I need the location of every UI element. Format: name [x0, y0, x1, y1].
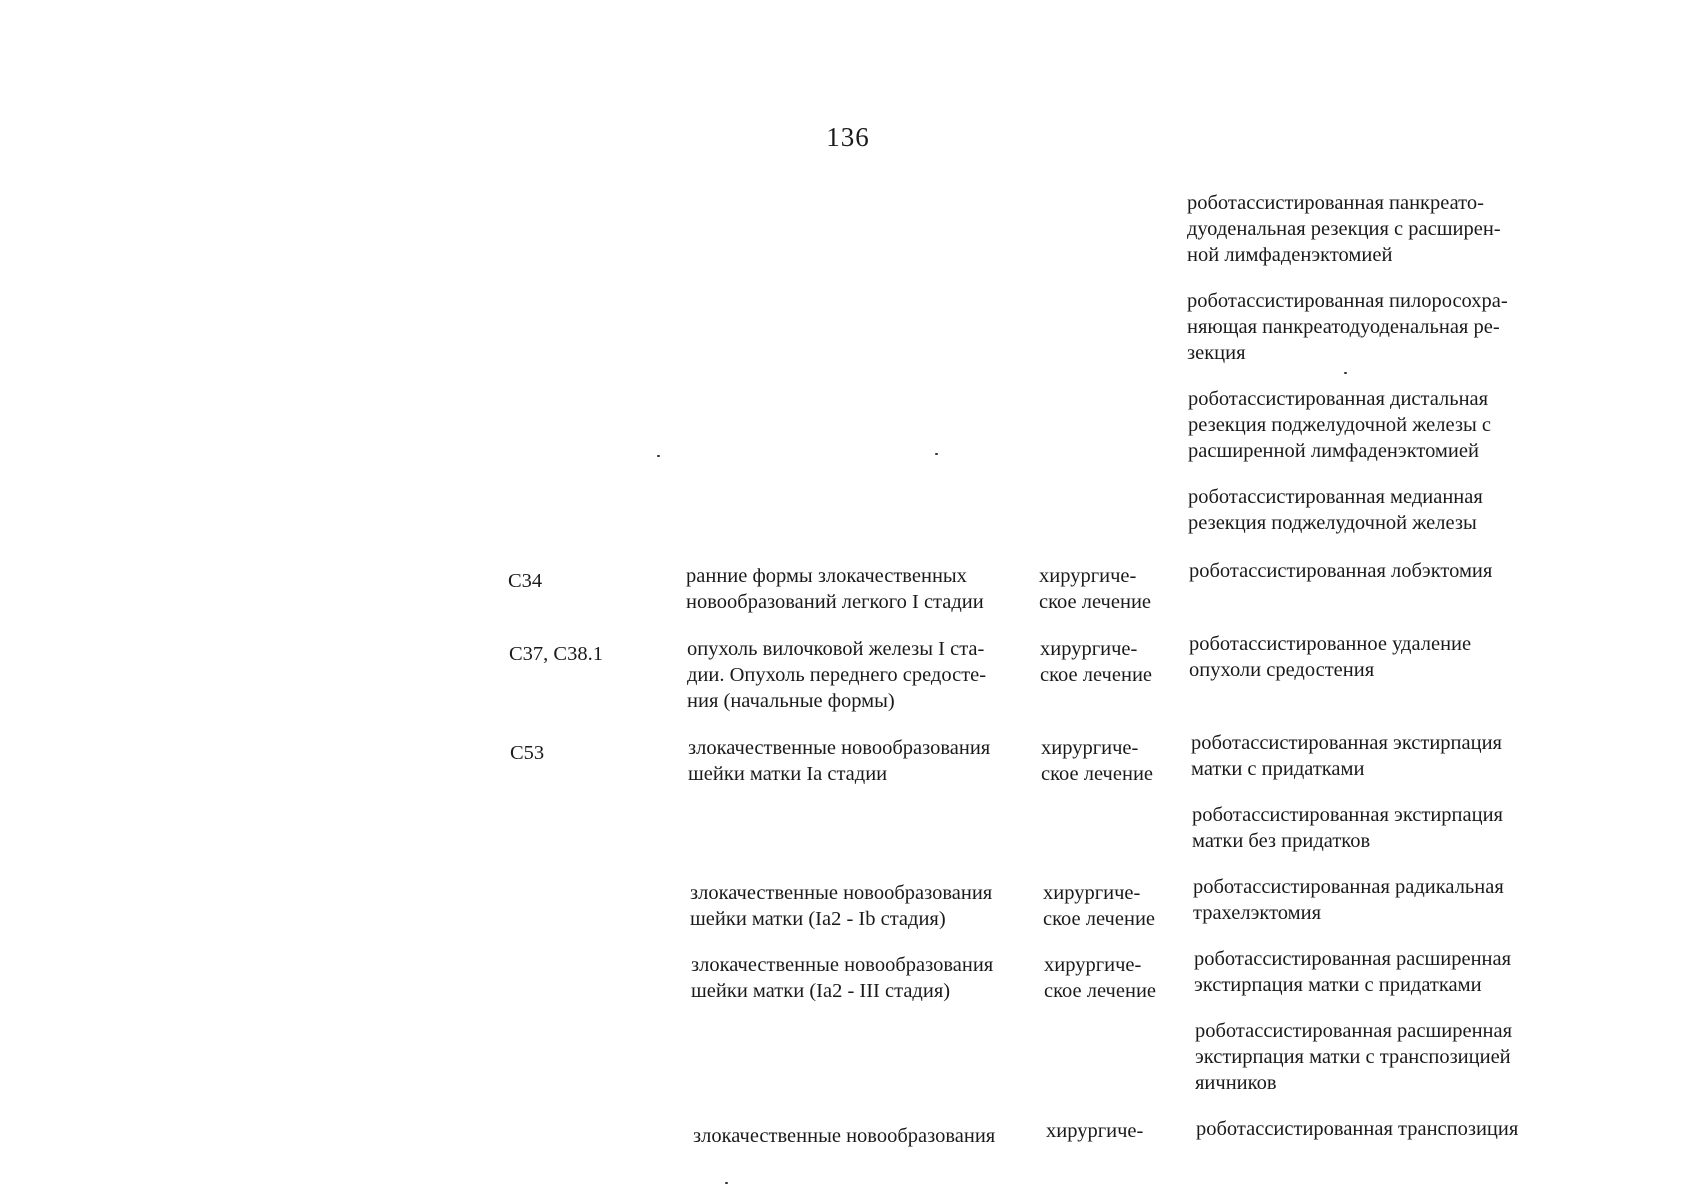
treatment-cell: хирургиче- ское лечение — [1044, 954, 1157, 1002]
method-cell: роботассистированная панкреато- дуоденальная резекция с расширен- ной лимфаденэктомией — [1187, 192, 1501, 266]
treatment-cell: хирургиче- ское лечение — [1041, 737, 1154, 785]
treatment-cell: хирургиче- ское лечение — [1043, 882, 1156, 930]
code-cell: C53 — [510, 742, 545, 764]
method-cell: роботассистированное удаление опухоли средостения — [1189, 633, 1472, 681]
code-cell: C37, C38.1 — [509, 643, 603, 665]
scan-speck — [657, 455, 660, 457]
method-cell: роботассистированная расширенная экстирпация матки с придатками — [1194, 948, 1512, 996]
scan-speck — [935, 453, 938, 455]
diagnosis-cell: злокачественные новообразования — [693, 1125, 996, 1147]
scan-speck — [725, 1182, 728, 1184]
diagnosis-cell: злокачественные новообразования шейки матки (Ia2 - Ib стадия) — [690, 882, 993, 930]
treatment-cell: хирургиче- — [1046, 1120, 1144, 1142]
method-cell: роботассистированная радикальная трахелэктомия — [1193, 876, 1504, 924]
treatment-cell: хирургиче- ское лечение — [1040, 638, 1153, 686]
diagnosis-cell: опухоль вилочковой железы I ста- дии. Опухоль переднего средосте- ния (начальные формы) — [687, 638, 987, 712]
method-cell: роботассистированная лобэктомия — [1189, 560, 1493, 582]
scan-speck — [1344, 372, 1347, 374]
diagnosis-cell: ранние формы злокачественных новообразований легкого I стадии — [686, 565, 984, 613]
method-cell: роботассистированная медианная резекция поджелудочной железы — [1188, 486, 1483, 534]
method-cell: роботассистированная экстирпация матки с придатками — [1191, 732, 1502, 780]
method-cell: роботассистированная пилоросохра- няющая панкреатодуоденальная ре- зекция — [1187, 290, 1508, 364]
diagnosis-cell: злокачественные новообразования шейки матки (Ia2 - III стадия) — [691, 954, 994, 1002]
method-cell: роботассистированная транспозиция — [1196, 1118, 1519, 1140]
method-cell: роботассистированная экстирпация матки без придатков — [1192, 804, 1503, 852]
treatment-cell: хирургиче- ское лечение — [1039, 565, 1152, 613]
method-cell: роботассистированная расширенная экстирпация матки с транспозицией яичников — [1195, 1020, 1513, 1094]
code-cell: C34 — [508, 570, 543, 592]
page-number: 136 — [826, 122, 870, 152]
diagnosis-cell: злокачественные новообразования шейки матки Ia стадии — [688, 737, 991, 785]
method-cell: роботассистированная дистальная резекция поджелудочной железы с расширенной лимфаденэктомией — [1188, 388, 1491, 462]
